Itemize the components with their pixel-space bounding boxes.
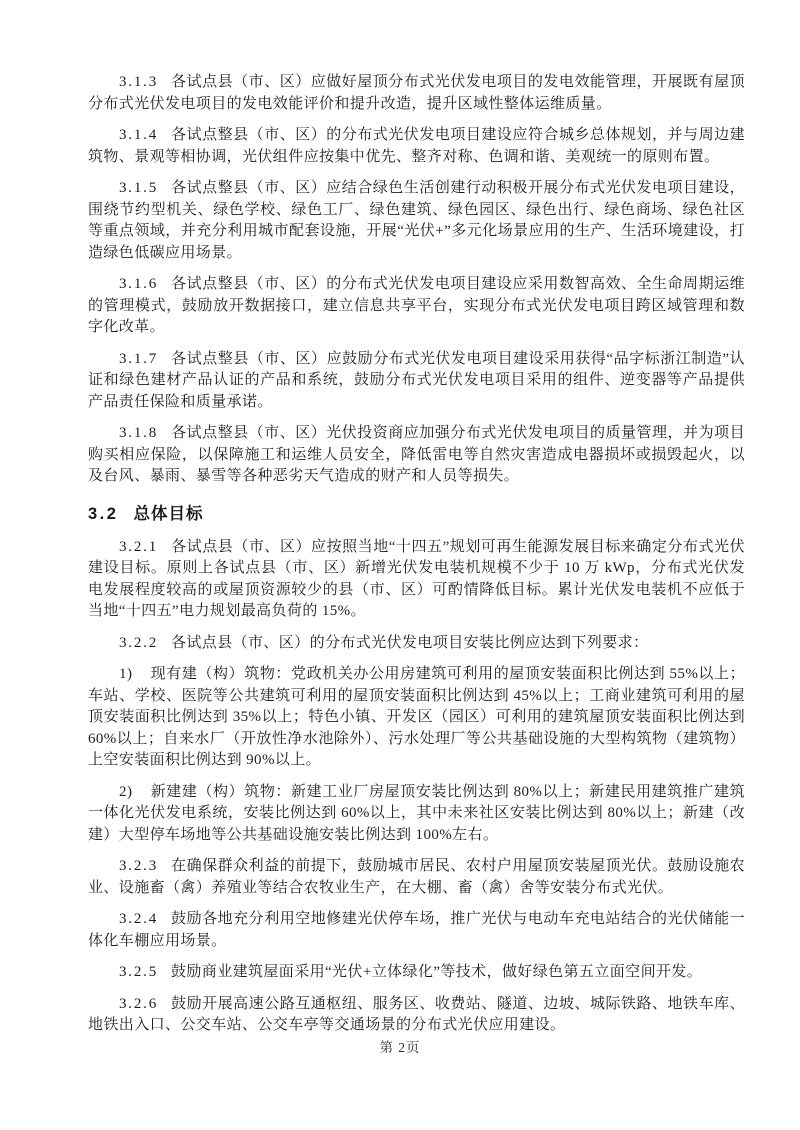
clause-3-2-2 <box>88 633 745 655</box>
clause-3-1-6 <box>88 274 745 339</box>
clause-text: 各试点整县（市、区）应鼓励分布式光伏发电项目建设采用获得“品字标浙江制造”认证和绿色建材产品认证的产品和系统，鼓励分布式光伏发电项目采用的组件、逆变器等产品提供产品责任保险和质量承诺。 <box>88 350 745 410</box>
clause-3-1-5 <box>88 178 745 264</box>
clause-number: 3.1.3 <box>119 74 158 90</box>
clause-text: 各试点整县（市、区）光伏投资商应加强分布式光伏发电项目的质量管理，并为项目购买相应保险，以保障施工和运维人员安全，降低雷电等自然灾害造成电器损坏或损毁起火，以及台风、暴雨、暴雪等各种恶劣天气造成的财产和人员等损失。 <box>88 425 745 484</box>
page-number-footer: 第 2页 <box>379 1040 421 1055</box>
list-item-number: 2) <box>119 783 133 800</box>
clause-number: 3.2.4 <box>119 911 158 927</box>
clause-text: 鼓励开展高速公路互通枢纽、服务区、收费站、隧道、边坡、城际铁路、地铁车库、地铁出入口、公交车站、公交车亭等交通场景的分布式光伏应用建设。 <box>88 995 745 1033</box>
clause-number: 3.1.7 <box>119 350 158 367</box>
clause-3-1-4 <box>88 125 745 168</box>
clause-number: 3.2.5 <box>119 964 158 980</box>
clause-number: 3.1.5 <box>119 180 158 196</box>
list-item-text: 现有建（构）筑物：党政机关办公用房建筑可利用的屋顶安装面积比例达到 55%以上；车站、学校、医院等公共建筑可利用的屋顶安装面积比例达到 45%以上；工商业建筑可利用的屋顶安装面积比例达到 35%以上；特色小镇、开发区（园区）可利用的建筑屋顶安装面积比例达到 60%以上；自来水厂（开放性净水池除外）、污水处理厂等公共基础设施的大型构筑物（建筑物）上空安装面积比例达到 90%以上。 <box>88 666 745 768</box>
clause-number: 3.2.1 <box>119 538 158 555</box>
clause-3-2-5 <box>88 962 745 984</box>
clause-3-2-3 <box>88 856 745 899</box>
clause-number: 3.1.6 <box>119 276 158 292</box>
clause-number: 3.2.3 <box>119 858 158 874</box>
section-title: 总体目标 <box>133 504 204 523</box>
clause-text: 在确保群众利益的前提下，鼓励城市居民、农村户用屋顶安装屋顶光伏。鼓励设施农业、设施畜（禽）养殖业等结合农牧业生产，在大棚、畜（禽）舍等安装分布式光伏。 <box>88 858 745 896</box>
clause-text: 各试点县（市、区）应做好屋顶分布式光伏发电项目的发电效能管理，开展既有屋顶分布式光伏发电项目的发电效能评价和提升改造，提升区域性整体运维质量。 <box>88 74 745 112</box>
clause-3-1-3 <box>88 72 745 115</box>
list-item-1 <box>88 664 745 772</box>
clause-text: 鼓励商业建筑屋面采用“光伏+立体绿化”等技术，做好绿色第五立面空间开发。 <box>171 964 703 980</box>
section-heading-3-2 <box>88 503 745 525</box>
clause-text: 各试点县（市、区）应按照当地“十四五”规划可再生能源发展目标来确定分布式光伏建设目标。原则上各试点县（市、区）新增光伏发电装机规模不少于 10 万 kWp，分布式光伏发电发展程度较高的或屋顶资源较少的县（市、区）可酌情降低目标。累计光伏发电装机不应低于当地“十四五”电力规划最高负荷的 15%。 <box>88 538 745 619</box>
clause-3-2-4 <box>88 909 745 952</box>
clause-text: 各试点整县（市、区）应结合绿色生活创建行动积极开展分布式光伏发电项目建设，围绕节约型机关、绿色学校、绿色工厂、绿色建筑、绿色园区、绿色出行、绿色商场、绿色社区等重点领域，并充分利用城市配套设施，开展“光伏+”多元化场景应用的生产、生活环境建设，打造绿色低碳应用场景。 <box>88 180 745 261</box>
document-body <box>88 72 745 1047</box>
clause-text: 各试点整县（市、区）的分布式光伏发电项目建设应采用数智高效、全生命周期运维的管理模式，鼓励放开数据接口，建立信息共享平台，实现分布式光伏发电项目跨区域管理和数字化改革。 <box>88 276 745 335</box>
clause-3-1-7 <box>88 349 745 414</box>
list-item-2 <box>88 782 745 847</box>
clause-number: 3.1.4 <box>119 127 158 143</box>
section-number: 3.2 <box>88 504 119 523</box>
clause-number: 3.2.6 <box>119 995 158 1012</box>
clause-3-1-8 <box>88 423 745 488</box>
clause-3-2-1 <box>88 537 745 623</box>
list-item-text: 新建建（构）筑物：新建工业厂房屋顶安装比例达到 80%以上；新建民用建筑推广建筑一体化光伏发电系统，安装比例达到 60%以上，其中未来社区安装比例达到 80%以上；新建（改建）大型停车场地等公共基础设施安装比例达到 100%左右。 <box>88 783 745 843</box>
clause-number: 3.2.2 <box>119 634 158 651</box>
clause-number: 3.1.8 <box>119 425 158 441</box>
clause-text: 各试点县（市、区）的分布式光伏发电项目安装比例应达到下列要求： <box>171 634 649 651</box>
list-item-number: 1) <box>119 666 133 682</box>
clause-3-2-6 <box>88 994 745 1037</box>
clause-text: 鼓励各地充分利用空地修建光伏停车场，推广光伏与电动车充电站结合的光伏储能一体化车棚应用场景。 <box>88 911 745 949</box>
clause-text: 各试点整县（市、区）的分布式光伏发电项目建设应符合城乡总体规划，并与周边建筑物、景观等相协调，光伏组件应按集中优先、整齐对称、色调和谐、美观统一的原则布置。 <box>88 127 745 165</box>
